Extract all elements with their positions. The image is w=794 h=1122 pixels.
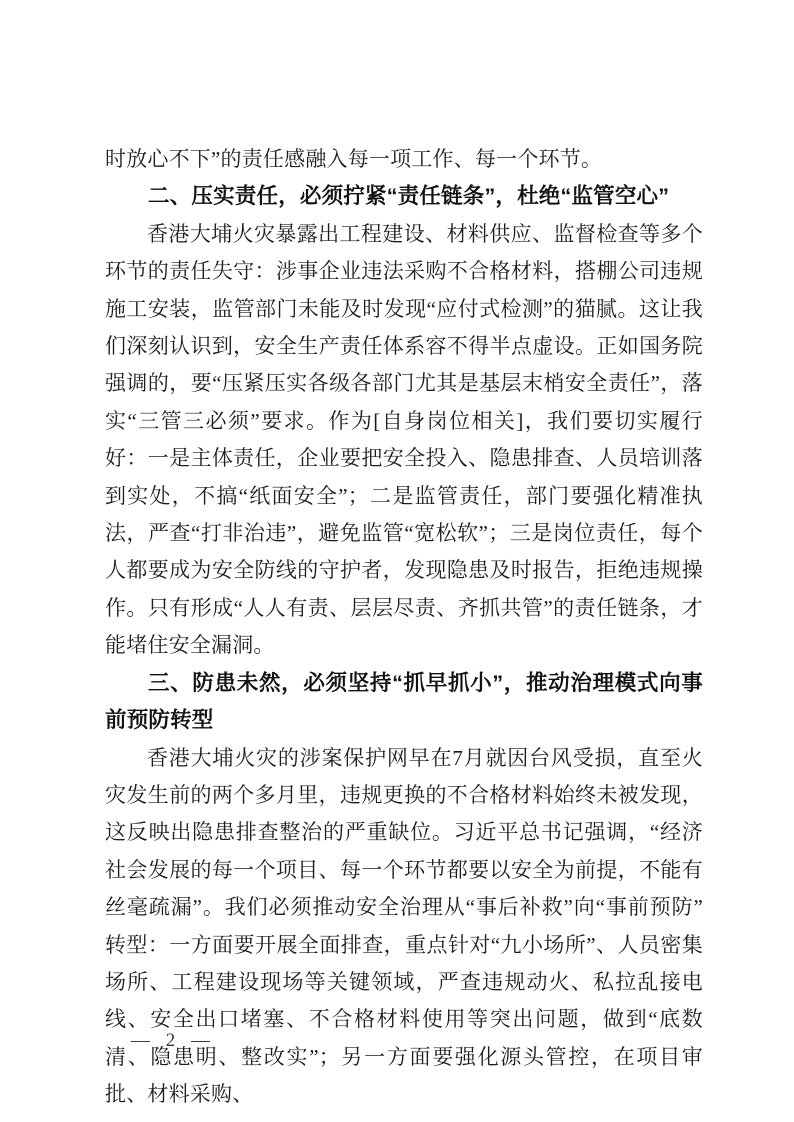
section-3-paragraph: 香港大埔火灾的涉案保护网早在7月就因台风受损，直至火灾发生前的两个多月里，违规更换的不合格材料始终未被发现，这反映出隐患排查整治的严重缺位。习近平总书记强调，“经济社会发展的每一个项目、每一个环节都要以安全为前提，不能有丝毫疏漏”。我们必须推动安全治理从“事后补救”向“事前预防”转型：一方面要开展全面排查，重点针对“九小场所”、人员密集场所、工程建设现场等关键领域，严查违规动火、私拉乱接电线、安全出口堵塞、不合格材料使用等突出问题，做到“底数清、隐患明、整改实”；另一方面要强化源头管控，在项目审批、材料采购、: [105, 745, 703, 1107]
page-number: — 2 —: [131, 1030, 211, 1051]
document-body: [105, 141, 703, 1114]
paragraph-continuation: 时放心不下”的责任感融入每一项工作、每一个环节。: [105, 147, 603, 171]
section-heading-3: 三、防患未然，必须坚持“抓早抓小”，推动治理模式向事前预防转型: [105, 670, 703, 733]
section-2-paragraph: 香港大埔火灾暴露出工程建设、材料供应、监督检查等多个环节的责任失守：涉事企业违法采购不合格材料，搭棚公司违规施工安装，监管部门未能及时发现“应付式检测”的猫腻。这让我们深刻认识到，安全生产责任体系容不得半点虚设。正如国务院强调的，要“压紧压实各级各部门尤其是基层末梢安全责任”，落实“三管三必须”要求。作为[自身岗位相关]，我们要切实履行好：一是主体责任，企业要把安全投入、隐患排查、人员培训落到实处，不搞“纸面安全”；二是监管责任，部门要强化精准执法，严查“打非治违”，避免监管“宽松软”；三是岗位责任，每个人都要成为安全防线的守护者，发现隐患及时报告，拒绝违规操作。只有形成“人人有责、层层尽责、齐抓共管”的责任链条，才能堵住安全漏洞。: [105, 221, 703, 658]
section-heading-2: 二、压实责任，必须拧紧“责任链条”，杜绝“监管空心”: [148, 184, 670, 209]
